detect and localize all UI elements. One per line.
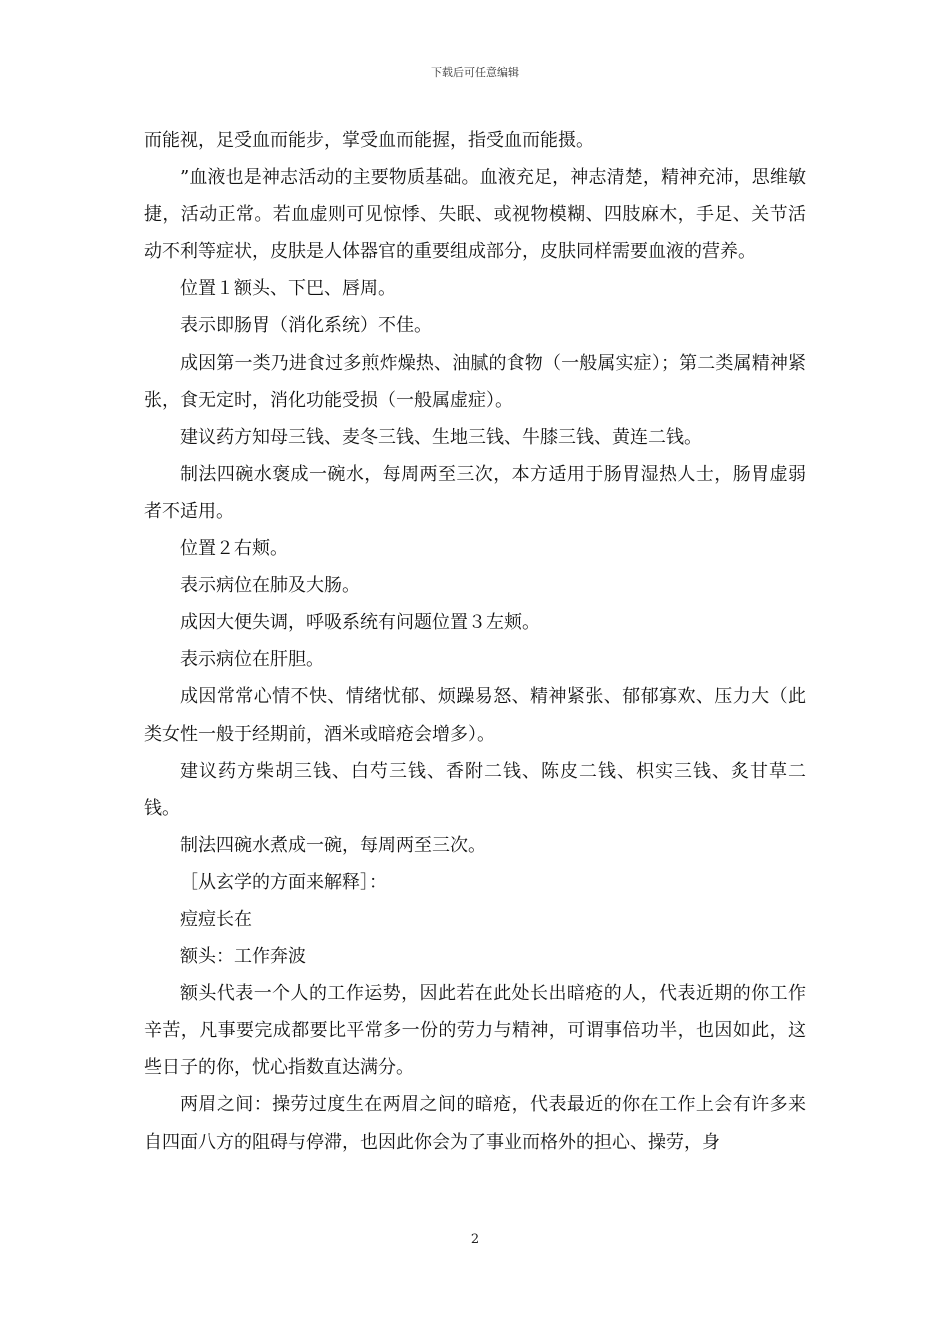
paragraph: 成因大便失调，呼吸系统有问题位置３左颊。 [180, 612, 540, 634]
paragraph: 表示病位在肺及大肠。 [180, 575, 360, 597]
paragraph: 建议药方柴胡三钱、白芍三钱、香附二钱、陈皮二钱、枳实三钱、炙甘草二钱。 [144, 760, 806, 819]
page-number: 2 [470, 1232, 480, 1247]
paragraph: 痘痘长在 [180, 908, 252, 930]
paragraph: 额头：工作奔波 [180, 946, 306, 968]
paragraph: 建议药方知母三钱、麦冬三钱、生地三钱、牛膝三钱、黄连二钱。 [180, 426, 702, 448]
paragraph: 成因第一类乃进食过多煎炸燥热、油腻的食物（一般属实症）；第二类属精神紧张，食无定时，消化功能受损（一般属虚症）。 [144, 352, 806, 411]
paragraph: 表示病位在肝胆。 [180, 649, 324, 671]
paragraph: 位置２右颊。 [180, 538, 288, 560]
paragraph: 两眉之间：操劳过度生在两眉之间的暗疮，代表最近的你在工作上会有许多来自四面八方的阻碍与停滞，也因此你会为了事业而格外的担心、操劳，身 [144, 1094, 806, 1153]
paragraph: 制法四碗水褒成一碗水，每周两至三次，本方适用于肠胃湿热人士，肠胃虚弱者不适用。 [144, 463, 806, 522]
paragraph: 成因常常心情不快、情绪忧郁、烦躁易怒、精神紧张、郁郁寡欢、压力大（此类女性一般于经期前，酒米或暗疮会增多）。 [144, 686, 806, 745]
paragraph: ”血液也是神志活动的主要物质基础。血液充足，神志清楚，精神充沛，思维敏捷，活动正常。若血虚则可见惊悸、失眠、或视物模糊、四肢麻木，手足、关节活动不利等症状，皮肤是人体器官的重要组成部分，皮肤同样需要血液的营养。 [144, 167, 806, 263]
paragraph: 制法四碗水煮成一碗，每周两至三次。 [180, 834, 486, 856]
paragraph: 位置１额头、下巴、唇周。 [180, 278, 396, 300]
document-body [144, 122, 806, 1161]
paragraph: 表示即肠胃（消化系统）不佳。 [180, 315, 432, 337]
paragraph: 额头代表一个人的工作运势，因此若在此处长出暗疮的人，代表近期的你工作辛苦，凡事要完成都要比平常多一份的劳力与精神，可谓事倍功半，也因如此，这些日子的你，忧心指数直达满分。 [144, 983, 806, 1079]
paragraph: 而能视，足受血而能步，掌受血而能握，指受血而能摄。 [144, 130, 594, 151]
paragraph: ［从玄学的方面来解释］： [180, 871, 387, 893]
page-header: 下载后可任意编辑 [431, 66, 519, 79]
